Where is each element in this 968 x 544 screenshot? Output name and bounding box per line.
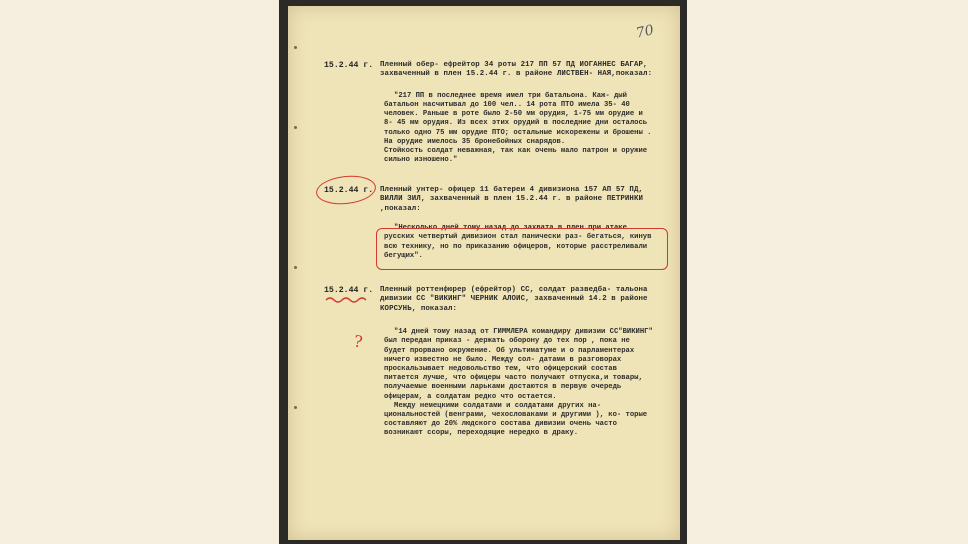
punch-hole: [294, 126, 297, 129]
page-number: 70: [634, 22, 656, 42]
question-mark-annotation: ?: [352, 331, 364, 352]
entry-quote: [384, 92, 654, 166]
punch-hole: [294, 46, 297, 49]
quote-paragraph: Стойкость солдат неважная, так как очень мало патрон и оружие сильно изношено.": [384, 147, 648, 165]
quote-highlight-annotation: [376, 228, 668, 270]
entry-lead: Пленный обер- ефрейтор 34 роты 217 ПП 57 ПД ИОГАННЕС БАГАР, захваченный в плен 15.2.44 г. в районе ЛИСТВЕН- НАЯ,показал:: [380, 61, 653, 79]
quote-paragraph: Между немецкими солдатами и солдатами других на- циональностей (венграми, чехословаками и другими ), ко- торые составляют до 20% людского состава дивизии очень часто возникают ссоры, переходящие нередко в драку.: [384, 401, 648, 438]
date-underline-annotation: [324, 294, 372, 304]
punch-hole: [294, 266, 297, 269]
entry-lead: Пленный роттенфюрер (ефрейтор) СС, солдат разведба- тальона дивизии СС "ВИКИНГ" ЧЕРНИК АЛОИС, захваченный 14.2 в районе КОРСУНЬ, показал:: [380, 286, 648, 313]
punch-hole: [294, 406, 297, 409]
entry-3: [324, 286, 664, 439]
quote-paragraph: "Несколько дней тому назад до захвата в плен при атаке русских четвертый дивизион стал панически раз- бегаться, кинув всю технику, но по приказанию офицеров, которые расстреливали бегущих".: [384, 224, 652, 260]
entry-date: 15.2.44 г.: [324, 61, 374, 70]
quote-paragraph: "14 дней тому назад от ГИММЛЕРА командиру дивизии СС"ВИКИНГ" был передан приказ - держать оборону до тех пор , пока не будет прорвано окружение. Об ультиматуме и о парламентерах ничего известно не было. Между сол- датами в разговорах проскальзывает недовольство тем, что офицерский состав питается лучше, что офицеры часто получают отпуска,и товары, получаемые военными ларьками достаются в первую очередь офицерам, а солдатам редко что остается.: [384, 328, 653, 401]
entry-1: [324, 61, 664, 165]
entry-date: 15.2.44 г.: [324, 186, 374, 195]
quote-paragraph: "217 ПП в последнее время имел три батальона. Каж- дый батальон насчитывал до 100 чел.. 14 рота ПТО имела 35- 40 человек. Раньше в роте было 2-50 мм орудия, 1-75 мм орудие и 8- 45 мм орудия. Из всех этих орудий в последние дни осталось только одно 75 мм орудие ПТО; остальные искорежены и брошены . На орудие имелось 35 бронебойных снарядов.: [384, 91, 652, 146]
document-page: [288, 6, 680, 540]
entry-date: 15.2.44 г.: [324, 286, 374, 295]
entry-lead: Пленный унтер- офицер 11 батереи 4 дивизиона 157 АП 57 ПД, ВИЛЛИ ЗИЛ, захваченный в плен 15.2.44 г. в районе ПЕТРИНКИ ,показал:: [380, 186, 644, 213]
entry-quote: [384, 328, 654, 438]
